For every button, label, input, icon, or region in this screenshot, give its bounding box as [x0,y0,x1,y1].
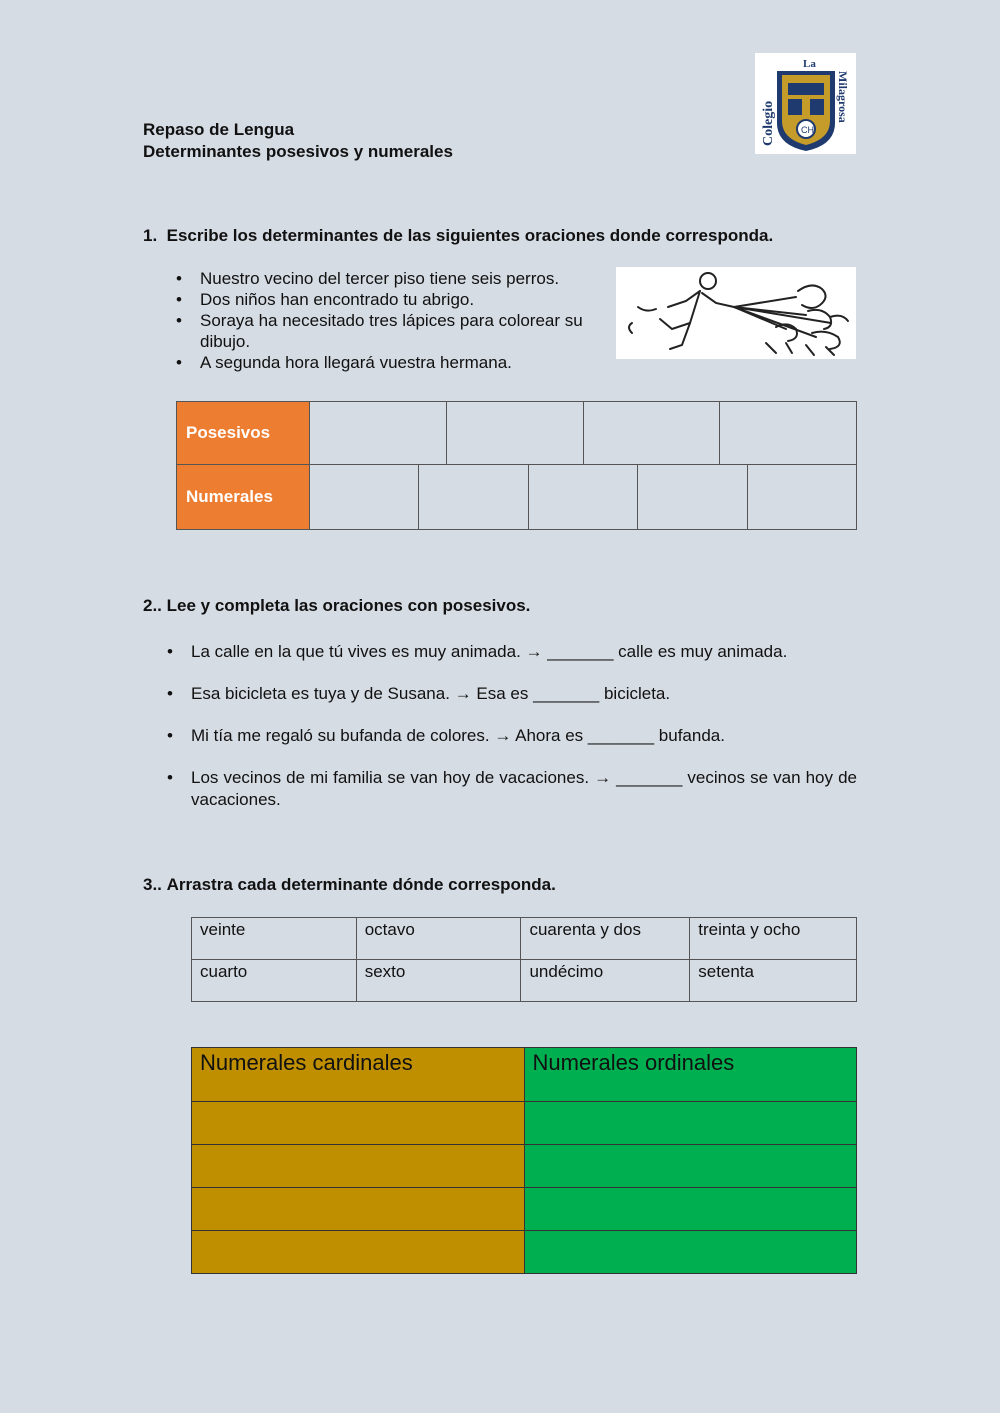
logo-top-text: La [803,58,816,70]
draggable-word[interactable]: cuarto [192,960,357,1002]
cardinal-drop-cell[interactable] [192,1102,525,1145]
section3-heading: Arrastra cada determinante dónde corresponda. [166,875,556,894]
ordinal-drop-cell[interactable] [524,1102,857,1145]
document-header [143,119,453,163]
man-walking-dogs-icon [616,267,856,359]
list-item: • Mi tía me regaló su bufanda de colores. → Ahora es _______ bufanda. [167,725,857,747]
list-item: • Esa bicicleta es tuya y de Susana. → Esa es _______ bicicleta. [167,683,857,705]
cardinal-drop-cell[interactable] [192,1188,525,1231]
ordinal-drop-cell[interactable] [524,1231,857,1274]
cardinal-drop-cell[interactable] [192,1145,525,1188]
ordinal-drop-cell[interactable] [524,1145,857,1188]
posesivos-answer-cell[interactable] [719,401,857,465]
section1-number: 1. [143,226,158,245]
numerales-answer-cell[interactable] [309,465,418,530]
word-bank-table [191,917,857,1002]
posesivos-row [176,401,857,465]
list-item: • Soraya ha necesitado tres lápices para colorear su dibujo. [176,310,606,352]
man-walking-dogs-picture [616,267,856,359]
logo-right-text: Milagrosa [836,71,850,123]
posesivos-answer-cell[interactable] [446,401,583,465]
section3-number: 3.. [143,875,162,894]
posesivos-answer-cell[interactable] [309,401,446,465]
logo-left-text: Colegio [761,100,776,146]
numerales-answer-cell[interactable] [637,465,746,530]
list-item: • La calle en la que tú vives es muy animada. → _______ calle es muy animada. [167,641,857,663]
draggable-word[interactable]: veinte [192,918,357,960]
list-item: • Los vecinos de mi familia se van hoy de vacaciones. → _______ vecinos se van hoy de vacaciones. [167,767,857,811]
table-row [192,1102,857,1145]
numerales-answer-cell[interactable] [747,465,857,530]
svg-text:CH: CH [801,125,814,135]
numerales-row [176,465,857,530]
table-header-row [192,1048,857,1102]
draggable-word[interactable]: sexto [356,960,521,1002]
table-row [192,1145,857,1188]
section1-sentence-list [176,268,606,373]
table-row [192,1231,857,1274]
list-item: • A segunda hora llegará vuestra hermana. [176,352,606,373]
section1-heading: Escribe los determinantes de las siguientes oraciones donde corresponda. [166,226,774,245]
numerals-sort-table [191,1047,857,1274]
section2-sentence-list [167,641,857,831]
posesivos-answer-cell[interactable] [583,401,720,465]
draggable-word[interactable]: octavo [356,918,521,960]
posesivos-label: Posesivos [176,401,309,465]
table-row [192,1188,857,1231]
ordinal-drop-cell[interactable] [524,1188,857,1231]
numerales-label: Numerales [176,465,309,530]
ordinal-header: Numerales ordinales [524,1048,857,1102]
section3-title [143,875,556,895]
school-logo [755,53,856,154]
draggable-word[interactable]: undécimo [521,960,690,1002]
list-item: • Dos niños han encontrado tu abrigo. [176,289,606,310]
numerales-answer-cell[interactable] [528,465,637,530]
cardinal-drop-cell[interactable] [192,1231,525,1274]
header-subtitle: Determinantes posesivos y numerales [143,142,453,161]
draggable-word[interactable]: cuarenta y dos [521,918,690,960]
determiners-table [176,401,857,530]
table-row [192,960,857,1002]
section2-heading: Lee y completa las oraciones con posesivos. [166,596,531,615]
section2-title [143,596,530,616]
cardinal-header: Numerales cardinales [192,1048,525,1102]
draggable-word[interactable]: setenta [690,960,857,1002]
header-title: Repaso de Lengua [143,120,295,139]
numerales-answer-cell[interactable] [418,465,527,530]
section2-number: 2.. [143,596,162,615]
section1-title [143,226,773,246]
school-logo-icon [755,53,856,154]
table-row [192,918,857,960]
list-item: • Nuestro vecino del tercer piso tiene seis perros. [176,268,606,289]
draggable-word[interactable]: treinta y ocho [690,918,857,960]
